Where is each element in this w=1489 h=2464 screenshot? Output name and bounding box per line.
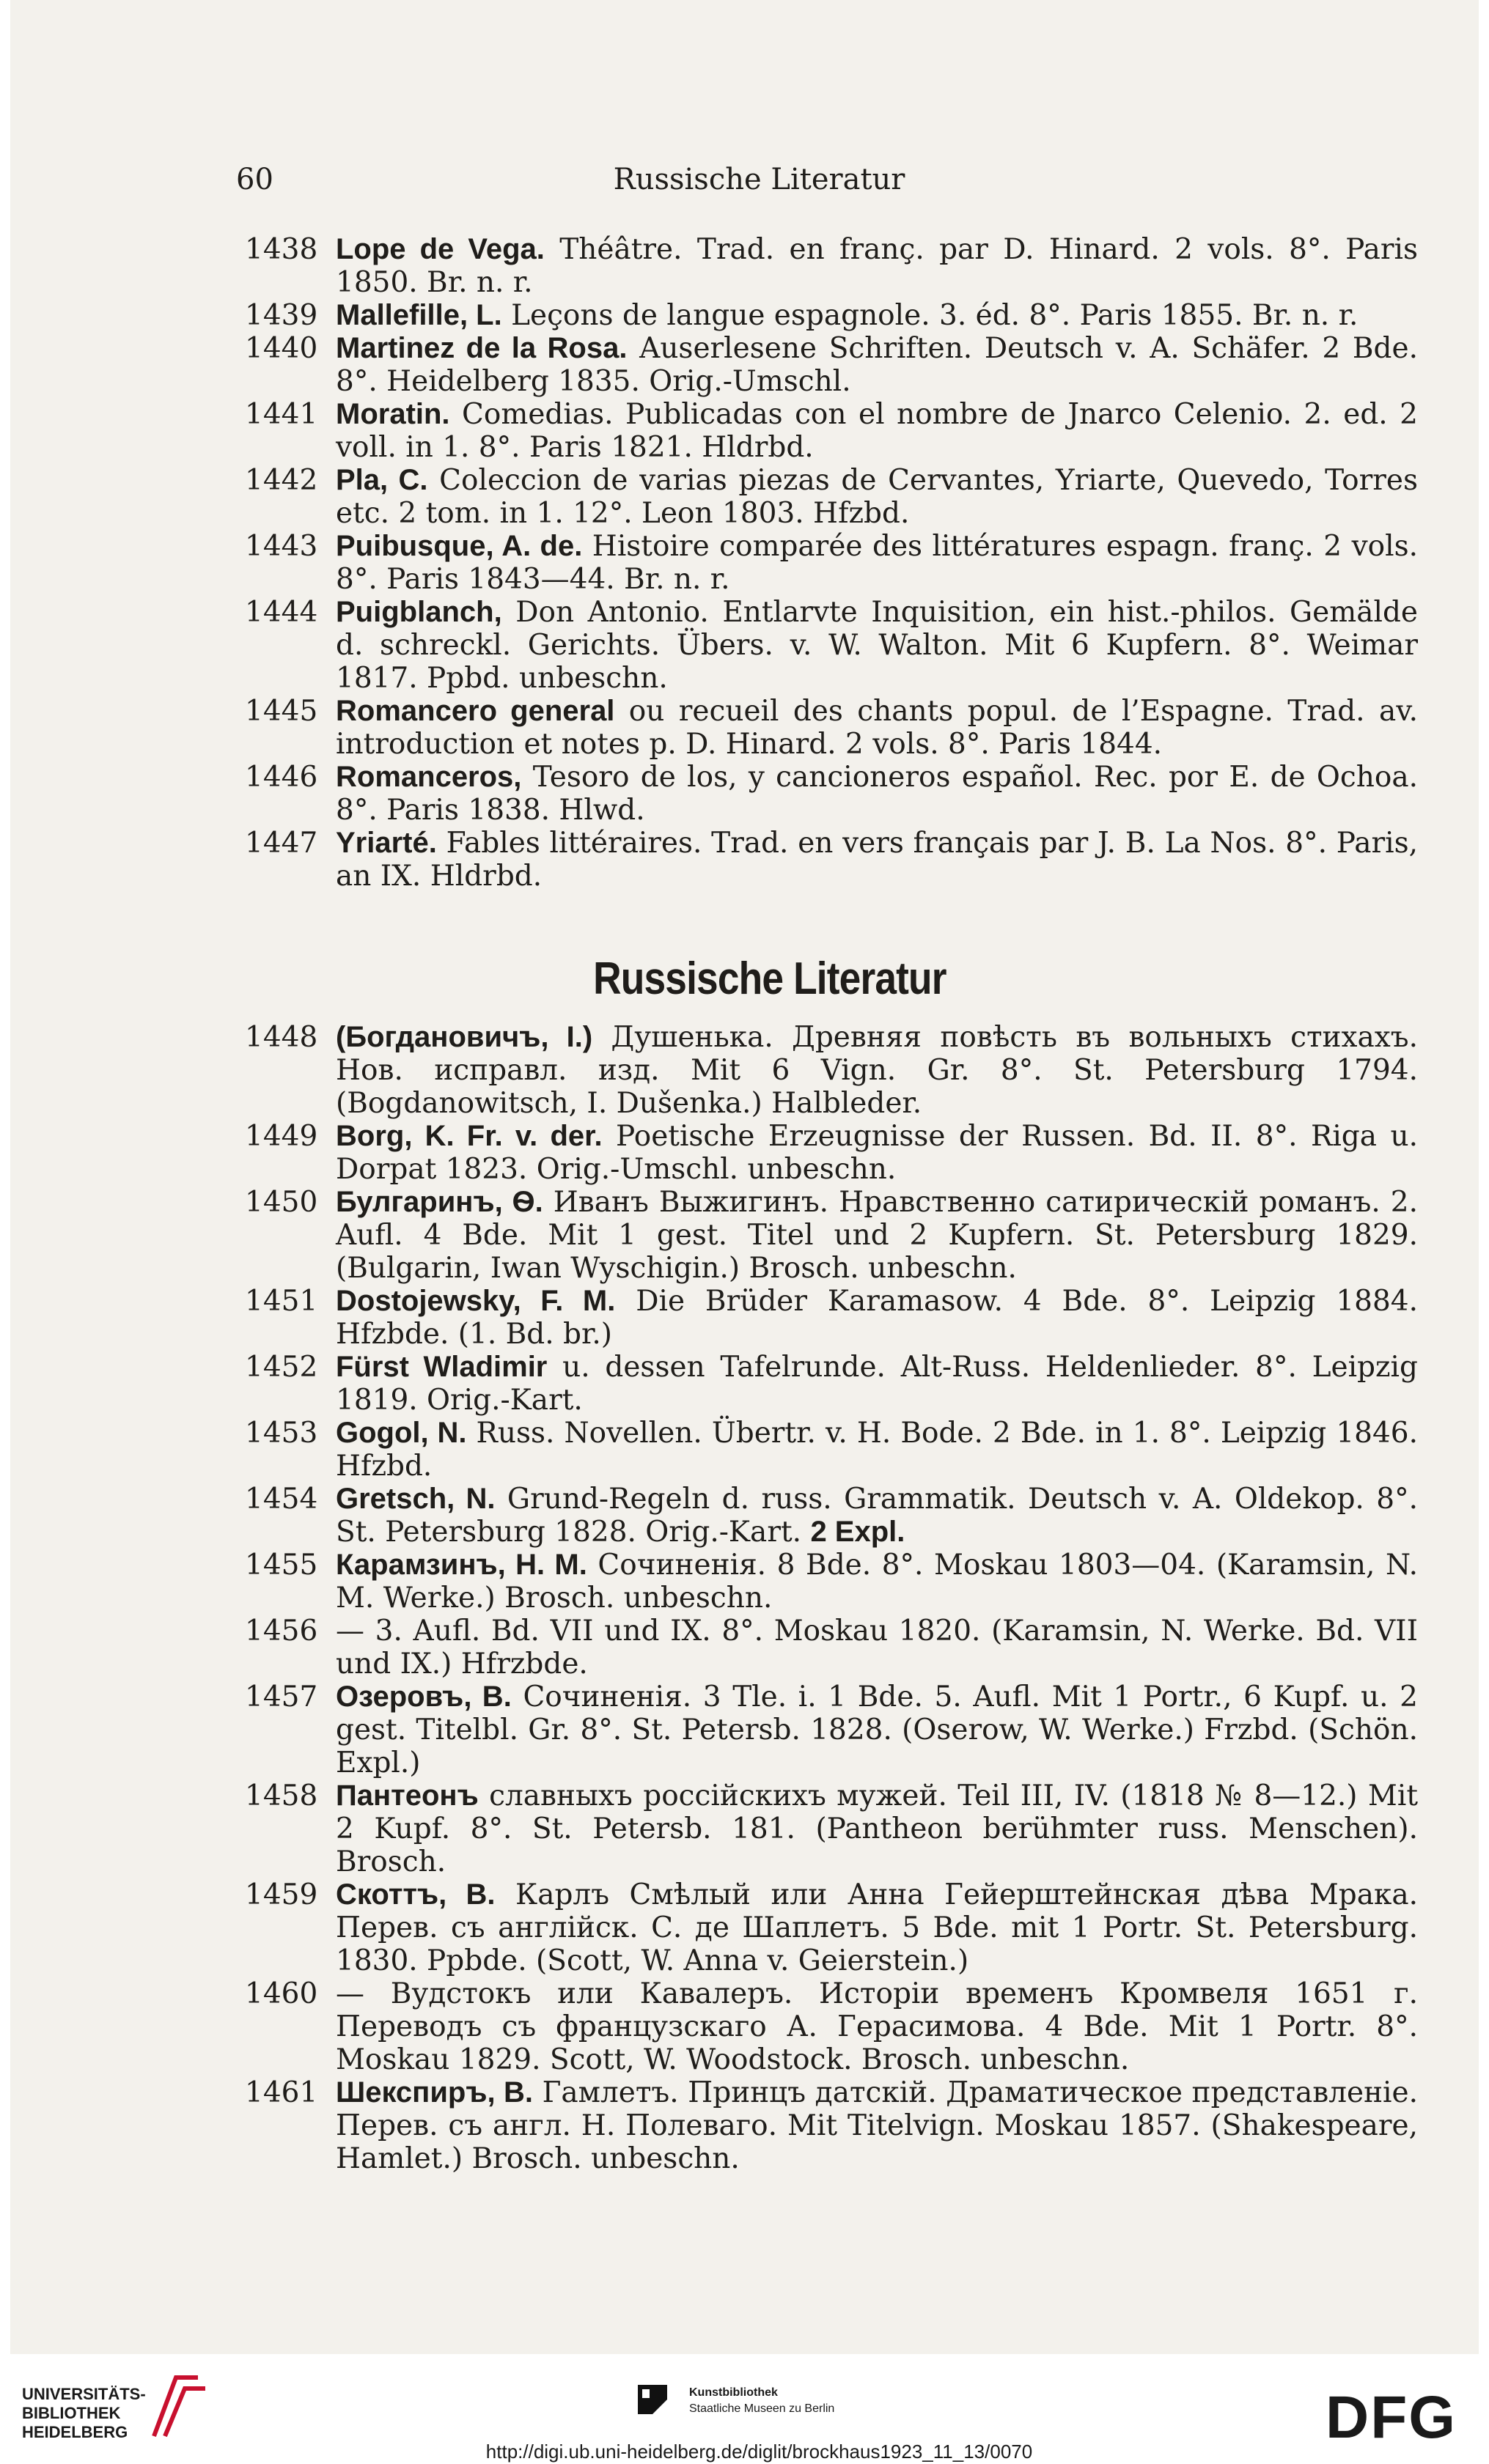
entry-author: Mallefille, L. xyxy=(336,299,502,331)
entry-author: Dostojewsky, F. M. xyxy=(336,1285,616,1317)
entry-description: славныхъ россійскихъ мужей. Teil III, IV. (1818 № 8—12.) Mit 2 Kupf. 8°. St. Petersb. 181. (Pantheon berühmter russ. Menschen). Brosch. xyxy=(336,1779,1418,1878)
catalog-entry xyxy=(236,1186,1418,1285)
catalog-entry xyxy=(236,1549,1418,1615)
catalog-entry xyxy=(236,530,1418,596)
entry-number: 1438 xyxy=(245,233,318,266)
entry-author: Pla, C. xyxy=(336,464,428,496)
running-title: Russische Literatur xyxy=(613,163,905,196)
entry-description: Coleccion de varias piezas de Cervantes, Yriarte, Quevedo, Torres etc. 2 tom. in 1. 12°. Leon 1803. Hfzbd. xyxy=(336,464,1419,530)
entry-author: Lope de Vega. xyxy=(336,233,545,265)
dfg-logo[interactable]: DFG xyxy=(1326,2384,1457,2451)
kb-subtitle: Staatliche Museen zu Berlin xyxy=(689,2402,835,2415)
entry-author: Озеровъ, В. xyxy=(336,1681,512,1713)
entry-description: Гамлетъ. Принцъ датскій. Драматическое представленіе. Перев. съ англ. Н. Полеваго. Mit Titelvign. Moskau 1857. (Shakespeare, Hamlet.) Brosch. unbeschn. xyxy=(336,2076,1419,2175)
entry-author: Romancero general xyxy=(336,695,615,727)
catalog-entry xyxy=(236,2076,1418,2175)
entry-description: Иванъ Выжигинъ. Нравственно сатирическій романъ. 2. Aufl. 4 Bde. Mit 1 gest. Titel und 2 Kupfern. St. Petersburg 1829. (Bulgarin, Iwan Wyschigin.) Brosch. unbeschn. xyxy=(336,1186,1418,1285)
entry-description: Die Brüder Karamasow. 4 Bde. 8°. Leipzig 1884. Hfzbde. (1. Bd. br.) xyxy=(336,1285,1418,1351)
entry-number: 1444 xyxy=(245,596,318,629)
entry-number: 1459 xyxy=(245,1878,318,1911)
kb-name: Kunstbibliothek xyxy=(689,2386,778,2399)
entry-number: 1443 xyxy=(245,530,318,563)
entry-author: Moratin. xyxy=(336,398,450,430)
ub-heidelberg-logo[interactable] xyxy=(22,2385,146,2442)
entry-description: Comedias. Publicadas con el nombre de Jnarco Celenio. 2. ed. 2 voll. in 1. 8°. Paris 1821. Hldrbd. xyxy=(336,398,1418,464)
catalog-entry xyxy=(236,596,1418,695)
entry-number: 1452 xyxy=(245,1351,318,1384)
ub-red-mark-icon xyxy=(147,2370,213,2443)
entry-number: 1442 xyxy=(245,464,318,497)
scanned-page xyxy=(10,0,1479,2354)
entry-author: (Богдановичъ, I.) xyxy=(336,1021,593,1053)
entry-number: 1450 xyxy=(245,1186,318,1219)
page-header xyxy=(10,163,1479,207)
entry-description: Tesoro de los, y cancioneros español. Rec. por E. de Ochoa. 8°. Paris 1838. Hlwd. xyxy=(336,761,1418,827)
catalog-entry xyxy=(236,233,1418,299)
entry-author: Скоттъ, В. xyxy=(336,1878,496,1911)
entry-description: Auserlesene Schriften. Deutsch v. A. Schäfer. 2 Bde. 8°. Heidelberg 1835. Orig.-Umschl. xyxy=(336,332,1418,398)
catalog-entry xyxy=(236,1351,1418,1417)
catalog-entry xyxy=(236,1977,1418,2076)
entry-number: 1445 xyxy=(245,695,318,728)
entry-author: Gogol, N. xyxy=(336,1417,467,1449)
entry-description: Fables littéraires. Trad. en vers français par J. B. La Nos. 8°. Paris, an IX. Hldrbd. xyxy=(336,827,1418,893)
catalog-entry xyxy=(236,1285,1418,1351)
catalog-entry xyxy=(236,398,1418,464)
section-heading: Russische Literatur xyxy=(593,953,946,1004)
entry-number: 1439 xyxy=(245,299,318,332)
entry-author: Yriarté. xyxy=(336,827,437,859)
entry-author: Romanceros, xyxy=(336,761,522,793)
entries-before-section xyxy=(236,233,1418,893)
catalog-entry xyxy=(236,827,1418,893)
entry-description: Poetische Erzeugnisse der Russen. Bd. II. 8°. Riga u. Dorpat 1823. Orig.-Umschl. unbeschn. xyxy=(336,1120,1418,1186)
entry-number: 1441 xyxy=(245,398,318,431)
page-number: 60 xyxy=(236,163,273,196)
entry-author: Fürst Wladimir xyxy=(336,1351,548,1383)
ub-logo-line: HEIDELBERG xyxy=(22,2423,128,2441)
catalog-entry xyxy=(236,1615,1418,1681)
entry-number: 1446 xyxy=(245,761,318,794)
entry-number: 1451 xyxy=(245,1285,318,1318)
catalog-entry xyxy=(236,464,1418,530)
catalog-entry xyxy=(236,1681,1418,1779)
kunstbibliothek-logo[interactable] xyxy=(689,2385,834,2417)
catalog-entry xyxy=(236,1021,1418,1120)
catalog-entry xyxy=(236,1120,1418,1186)
entry-number: 1454 xyxy=(245,1483,318,1516)
entry-description: — 3. Aufl. Bd. VII und IX. 8°. Moskau 1820. (Karamsin, N. Werke. Bd. VII und IX.) Hfrzbde. xyxy=(336,1615,1418,1681)
viewer-footer xyxy=(0,2354,1489,2464)
permalink-url[interactable]: http://digi.ub.uni-heidelberg.de/diglit/brockhaus1923_11_13/0070 xyxy=(485,2441,1033,2463)
catalog-entry xyxy=(236,1483,1418,1549)
entry-description: Сочиненія. 3 Tle. i. 1 Bde. 5. Aufl. Mit 1 Portr., 6 Kupf. u. 2 gest. Titelbl. Gr. 8°. St. Petersb. 1828. (Oserow, W. Werke.) Frzbd. (Schön. Expl.) xyxy=(336,1681,1418,1779)
entry-number: 1461 xyxy=(245,2076,318,2109)
entry-number: 1440 xyxy=(245,332,318,365)
entry-description: ou recueil des chants popul. de l’Espagne. Trad. av. introduction et notes p. D. Hinard. 2 vols. 8°. Paris 1844. xyxy=(336,695,1418,761)
entry-number: 1455 xyxy=(245,1549,318,1582)
catalog-entry xyxy=(236,695,1418,761)
catalog-entry xyxy=(236,1878,1418,1977)
entry-author: Borg, K. Fr. v. der. xyxy=(336,1120,603,1152)
entry-description: Grund-Regeln d. russ. Grammatik. Deutsch v. A. Oldekop. 8°. St. Petersburg 1828. Orig.-Kart. xyxy=(336,1483,1418,1549)
entry-author: Пантеонъ xyxy=(336,1779,479,1812)
catalog-entry xyxy=(236,332,1418,398)
entry-author: Булгаринъ, Ѳ. xyxy=(336,1186,543,1218)
entry-note: 2 Expl. xyxy=(810,1516,905,1548)
entry-number: 1453 xyxy=(245,1417,318,1450)
entry-author: Puigblanch, xyxy=(336,596,502,628)
entry-description: Théâtre. Trad. en franç. par D. Hinard. 2 vols. 8°. Paris 1850. Br. n. r. xyxy=(336,233,1419,299)
catalog-entry xyxy=(236,761,1418,827)
catalog-entry xyxy=(236,1779,1418,1878)
entry-description: Don Antonio. Entlarvte Inquisition, ein hist.-philos. Gemälde d. schreckl. Gerichts. Übers. v. W. Walton. Mit 6 Kupfern. 8°. Weimar 1817. Ppbd. unbeschn. xyxy=(336,596,1418,695)
entry-number: 1457 xyxy=(245,1681,318,1714)
kunstbibliothek-logo-icon xyxy=(635,2382,670,2417)
entry-description: u. dessen Tafelrunde. Alt-Russ. Heldenlieder. 8°. Leipzig 1819. Orig.-Kart. xyxy=(336,1351,1418,1417)
entry-description: Leçons de langue espagnole. 3. éd. 8°. Paris 1855. Br. n. r. xyxy=(501,299,1359,332)
entry-description: Карлъ Смѣлый или Анна Гейерштейнская дѣва Мрака. Перев. съ англійск. С. де Шаплетъ. 5 Bde. mit 1 Portr. St. Petersburg. 1830. Ppbde. (Scott, W. Anna v. Geierstein.) xyxy=(336,1878,1418,1977)
entry-description: Сочиненія. 8 Bde. 8°. Moskau 1803—04. (Karamsin, N. M. Werke.) Brosch. unbeschn. xyxy=(336,1549,1418,1615)
entry-author: Martinez de la Rosa. xyxy=(336,332,628,364)
entry-number: 1447 xyxy=(245,827,318,860)
entry-number: 1448 xyxy=(245,1021,318,1054)
catalog-entry xyxy=(236,299,1418,332)
catalog-entry xyxy=(236,1417,1418,1483)
entry-number: 1456 xyxy=(245,1615,318,1648)
entries-russian-literature xyxy=(236,1021,1418,2175)
entry-description: Душенька. Древняя повѣсть въ вольныхъ стихахъ. Нов. исправл. изд. Mit 6 Vign. Gr. 8°. St. Petersburg 1794. (Bogdanowitsch, I. Dušenka.) Halbleder. xyxy=(336,1021,1418,1120)
entry-description: Histoire comparée des littératures espagn. franç. 2 vols. 8°. Paris 1843—44. Br. n. r. xyxy=(336,530,1418,596)
entry-author: Карамзинъ, Н. М. xyxy=(336,1549,587,1581)
entry-author: Gretsch, N. xyxy=(336,1483,496,1515)
entry-description: — Вудстокъ или Кавалеръ. Исторiи временъ Кромвеля 1651 г. Переводъ съ французскаго А. Герасимова. 4 Bde. Mit 1 Portr. 8°. Moskau 1829. Scott, W. Woodstock. Brosch. unbeschn. xyxy=(336,1977,1418,2076)
entry-number: 1449 xyxy=(245,1120,318,1153)
entry-number: 1460 xyxy=(245,1977,318,2010)
entry-number: 1458 xyxy=(245,1779,318,1812)
ub-logo-line: BIBLIOTHEK xyxy=(22,2404,121,2422)
entry-description: Russ. Novellen. Übertr. v. H. Bode. 2 Bde. in 1. 8°. Leipzig 1846. Hfzbd. xyxy=(336,1417,1418,1483)
entry-author: Шекспиръ, В. xyxy=(336,2076,533,2109)
ub-logo-line: UNIVERSITÄTS- xyxy=(22,2385,146,2403)
entry-author: Puibusque, A. de. xyxy=(336,530,583,562)
